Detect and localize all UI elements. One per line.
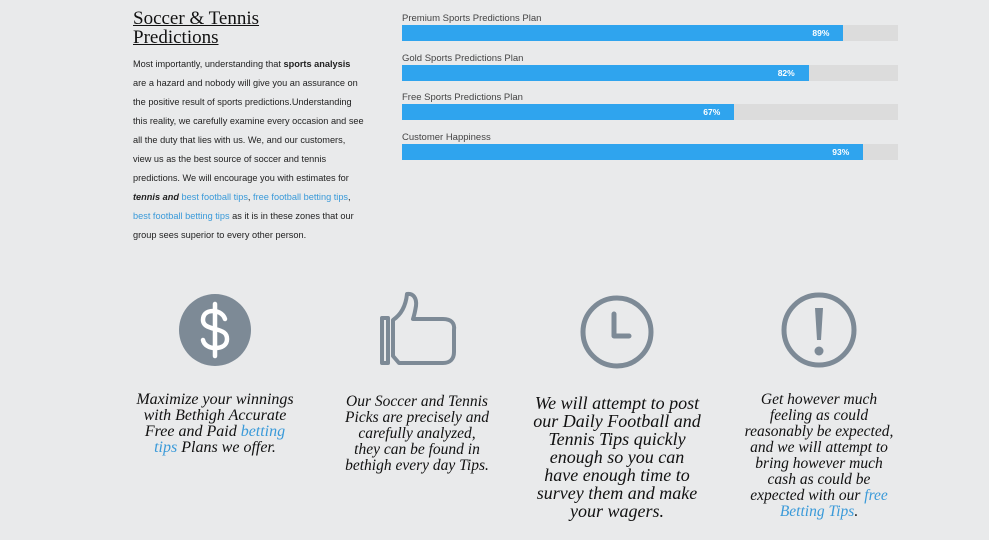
- progress-label: Free Sports Predictions Plan: [402, 92, 523, 103]
- feature-text-part: Get however much feeling as could reasonably be expected, and we will attempt to bring however much cash as could be expected with our: [744, 391, 894, 504]
- intro-paragraph: [133, 55, 365, 245]
- link-free-football-betting-tips[interactable]: free football betting tips: [253, 192, 349, 202]
- intro-section: [133, 9, 365, 245]
- progress-track: [402, 144, 898, 160]
- feature-cash: [734, 290, 904, 520]
- progress-label: Premium Sports Predictions Plan: [402, 13, 542, 24]
- progress-track: [402, 65, 898, 81]
- feature-picks: [332, 290, 502, 474]
- link-betting-tips[interactable]: betting tips: [154, 423, 286, 456]
- feature-text-part: .: [854, 503, 859, 520]
- feature-text-part: Maximize your winnings with Bethigh Accurate Free and Paid: [136, 391, 294, 440]
- intro-bold-italic: tennis and: [133, 192, 179, 202]
- clock-icon: [577, 290, 657, 370]
- progress-percent: 89%: [812, 28, 830, 38]
- progress-label: Customer Happiness: [402, 131, 491, 143]
- progress-fill: [402, 144, 863, 160]
- title-line-1: Soccer & Tennis: [133, 8, 260, 29]
- feature-daily-tips: [530, 290, 704, 521]
- title-line-2: Predictions: [133, 27, 219, 48]
- thumbs-up-icon: [377, 290, 457, 370]
- link-best-football-tips[interactable]: best football tips: [181, 192, 248, 202]
- progress-track: [402, 25, 898, 41]
- page-title: [133, 9, 365, 47]
- intro-text-3: as it is in these zones that our group sees superior to every other person.: [133, 211, 354, 240]
- progress-fill: [402, 65, 809, 81]
- exclamation-icon: [779, 290, 859, 370]
- link-best-football-betting-tips[interactable]: best football betting tips: [133, 211, 230, 221]
- progress-fill: [402, 104, 734, 120]
- feature-text-part: Plans we offer.: [177, 439, 276, 456]
- intro-text-1: Most importantly, understanding that: [133, 59, 284, 69]
- feature-text: [734, 392, 904, 520]
- feature-winnings: [130, 290, 300, 456]
- progress-bar-gold: [402, 52, 898, 92]
- progress-percent: 67%: [703, 107, 721, 117]
- progress-label: Gold Sports Predictions Plan: [402, 52, 524, 64]
- sep-2: ,: [348, 192, 351, 202]
- intro-bold-sports-analysis: sports analysis: [283, 59, 351, 69]
- intro-text-2: are a hazard and nobody will give you an assurance on the positive result of sports predictions.Understanding this reality, we carefully examine every occasion and see all the duty that lies with us. We, and our customers, view us as the best source of soccer and tennis predictions. We will encourage you with estimates for: [133, 78, 364, 183]
- feature-text: [130, 392, 300, 456]
- progress-track: [402, 104, 898, 120]
- link-free-betting-tips[interactable]: free Betting Tips: [779, 487, 888, 520]
- progress-fill: [402, 25, 843, 41]
- feature-text: Our Soccer and Tennis Picks are precisely and carefully analyzed, they can be found in bethigh every day Tips.: [345, 393, 489, 474]
- progress-bar-free: [402, 91, 898, 131]
- progress-percent: 82%: [777, 67, 795, 78]
- progress-bar-happiness: [402, 131, 898, 171]
- progress-bar-premium: [402, 12, 898, 52]
- sep-1: ,: [247, 192, 254, 202]
- progress-percent: 93%: [832, 146, 850, 157]
- feature-text: We will attempt to post our Daily Football and Tennis Tips quickly enough so you can have enough time to survey them and make your wagers.: [533, 393, 701, 521]
- dollar-icon: [175, 290, 255, 370]
- progress-bars: [402, 12, 898, 170]
